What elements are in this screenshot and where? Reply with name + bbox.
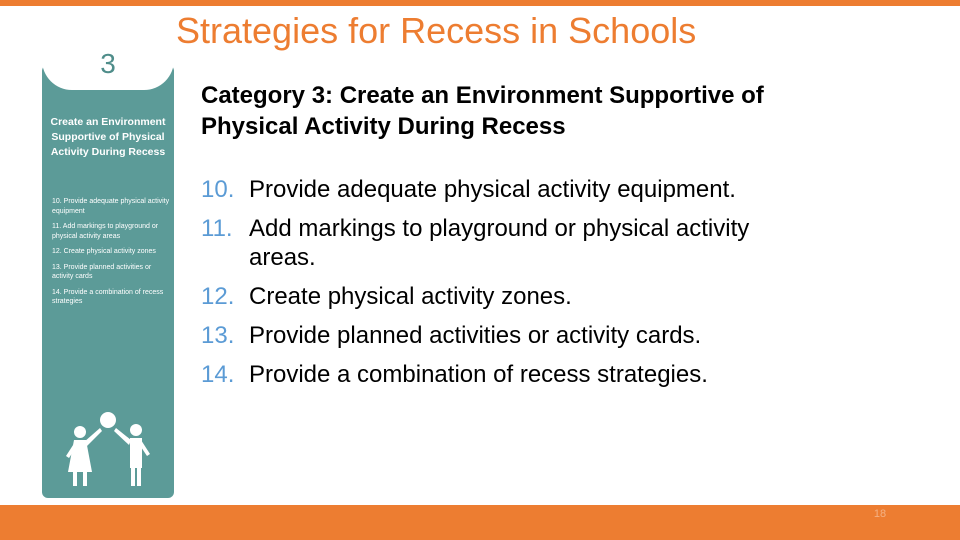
strategy-number: 13. — [201, 322, 235, 349]
slide-number: 18 — [873, 508, 887, 520]
strategy-number: 12. — [201, 283, 235, 310]
card-list-item: 12. Create physical activity zones — [52, 248, 156, 255]
slide-title: Strategies for Recess in Schools — [176, 10, 697, 51]
strategy-item — [201, 214, 801, 272]
strategy-text: Provide a combination of recess strategies. — [249, 361, 708, 388]
category-card-list — [52, 197, 170, 313]
strategy-text: Provide adequate physical activity equipment. — [249, 176, 736, 203]
strategy-number: 11. — [201, 215, 233, 242]
card-list-item: 11. Add markings to playground or physical activity areas — [52, 223, 159, 240]
card-list-item: 13. Provide planned activities or activity cards — [52, 263, 152, 280]
children-playing-ball-icon — [62, 410, 154, 490]
top-accent-bar — [0, 0, 960, 6]
category-subtitle: Category 3: Create an Environment Supportive of Physical Activity During Recess — [201, 82, 764, 140]
card-list-item: 10. Provide adequate physical activity equipment — [52, 198, 170, 215]
strategy-text: Provide planned activities or activity cards. — [249, 322, 702, 349]
strategy-number: 10. — [201, 176, 235, 203]
strategy-item — [201, 282, 801, 311]
strategy-list — [201, 175, 801, 399]
bottom-accent-bar — [0, 505, 960, 540]
category-number: 3 — [100, 48, 116, 79]
category-card-heading: Create an Environment Supportive of Physical Activity During Recess — [50, 116, 166, 158]
strategy-number: 14. — [201, 361, 235, 388]
strategy-text: Create physical activity zones. — [249, 283, 572, 310]
strategy-item — [201, 360, 801, 389]
strategy-text: Add markings to playground or physical activity areas. — [249, 215, 750, 271]
strategy-item — [201, 175, 801, 204]
card-list-item: 14. Provide a combination of recess strategies — [52, 288, 164, 305]
strategy-item — [201, 321, 801, 350]
